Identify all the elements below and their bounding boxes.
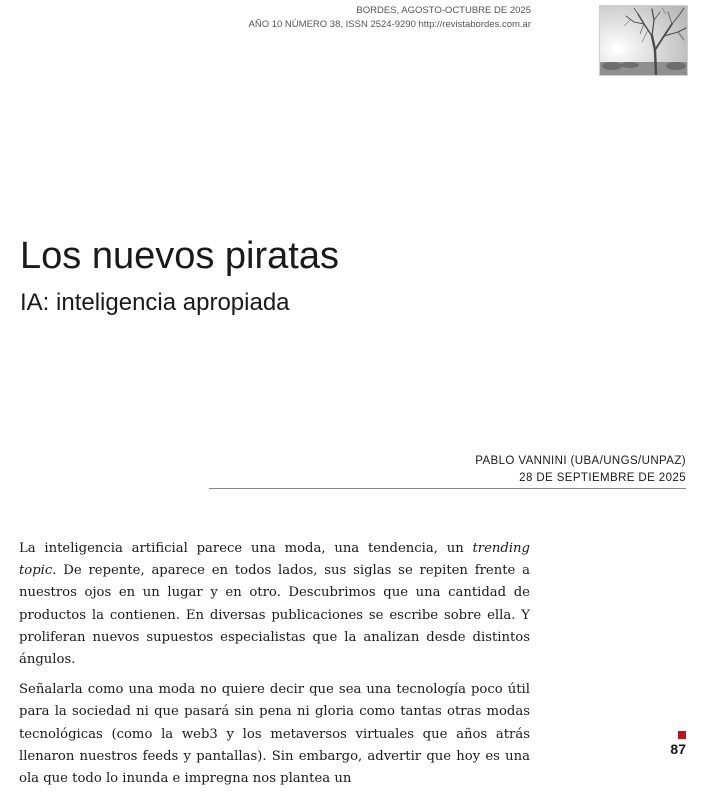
masthead [249, 4, 532, 32]
journal-line: BORDES, AGOSTO-OCTUBRE DE 2025 [356, 5, 531, 16]
paragraph-1-end: . De repente, aparece en todos lados, sus siglas se repiten frente a nuestros ojos en un lugar y en otro. Descubrimos que una cantidad de productos la contienen. En diversas publicaciones se escribe sobre ella. Y proliferan nuevos supuestos especialistas que la analizan desde distintos ángulos. [19, 563, 530, 668]
paragraph-2: Señalarla como una moda no quiere decir que sea una tecnología poco útil para la sociedad ni que pasará sin pena ni gloria como tantas otras modas tecnológicas (como la web3 y los metaversos virtuales que años atrás llenaron nuestros feeds y pantallas). Sin embargo, advertir que hoy es una ola que todo lo inunda e impregna nos plantea un [19, 682, 530, 787]
paragraph-1-start: La inteligencia artificial parece una moda, una tendencia, un [19, 541, 473, 556]
issue-line: AÑO 10 NÚMERO 38, ISSN 2524-9290 http://revistabordes.com.ar [248, 19, 531, 30]
article-body [19, 538, 530, 798]
page-marker [678, 731, 686, 739]
page-number: 87 [670, 741, 686, 757]
paragraph-1 [19, 538, 530, 671]
article-title: Los nuevos piratas [20, 235, 339, 277]
article-subtitle: IA: inteligencia apropiada [20, 289, 290, 316]
author: PABLO VANNINI (UBA/UNGS/UNPAZ) [475, 455, 686, 467]
publication-date: 28 DE SEPTIEMBRE DE 2025 [519, 472, 686, 484]
byline [475, 453, 686, 487]
trending-topic-term: trending topic [19, 541, 530, 579]
byline-divider [209, 488, 686, 489]
tree-photo-icon [599, 5, 688, 76]
